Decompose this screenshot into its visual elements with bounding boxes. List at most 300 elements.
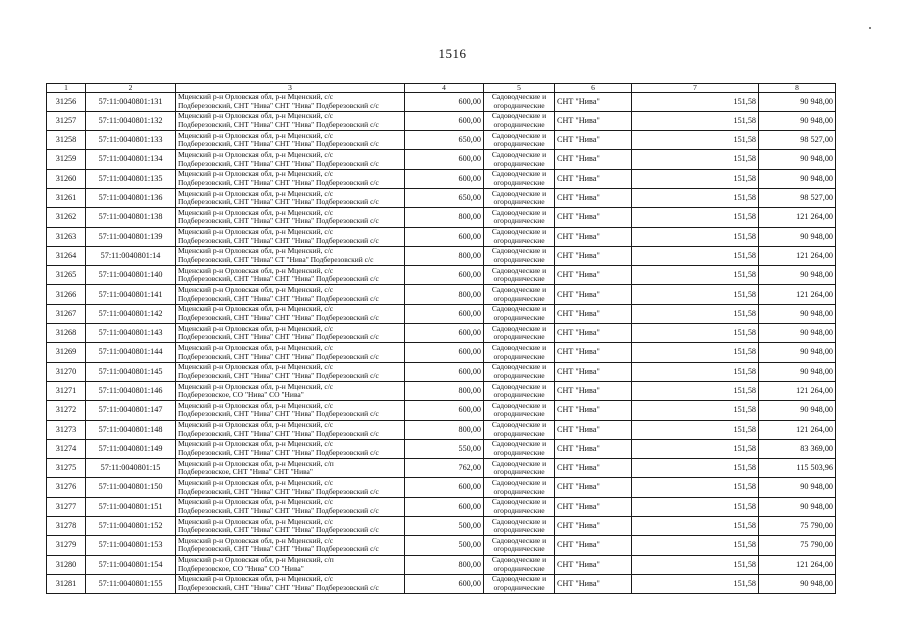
land-use-line-2: огороднические	[493, 544, 545, 554]
unit-price: 151,58	[632, 536, 759, 555]
land-use-line-1: Садоводческие и	[491, 400, 547, 410]
address-line-1: Мценский р-н Орловская обл, р-н Мценский, с/с	[178, 130, 334, 140]
land-use-cell	[484, 208, 555, 227]
column-header-8: 8	[759, 84, 836, 93]
cadastral-number: 57:11:0040801:136	[86, 188, 176, 207]
column-header-7: 7	[632, 84, 759, 93]
cadastral-value: 121 264,00	[759, 555, 836, 574]
unit-price: 151,58	[632, 574, 759, 593]
organization-name: СНТ "Нива"	[555, 459, 632, 478]
land-use-line-1: Садоводческие и	[491, 516, 547, 526]
address-line-2: Подберезовский, СНТ "Нива" СТ "Нива" Подберезовский с/с	[178, 255, 374, 265]
cadastral-value: 90 948,00	[759, 478, 836, 497]
record-number: 31278	[47, 517, 86, 536]
land-use-cell	[484, 227, 555, 246]
organization-name: СНТ "Нива"	[555, 304, 632, 323]
land-use-line-1: Садоводческие и	[491, 362, 547, 372]
area-value: 600,00	[405, 362, 484, 381]
cadastral-value: 90 948,00	[759, 324, 836, 343]
organization-name: СНТ "Нива"	[555, 227, 632, 246]
cadastral-number: 57:11:0040801:155	[86, 574, 176, 593]
organization-name: СНТ "Нива"	[555, 497, 632, 516]
record-number: 31265	[47, 266, 86, 285]
address-cell	[176, 497, 405, 516]
land-use-line-1: Садоводческие и	[491, 477, 547, 487]
area-value: 600,00	[405, 478, 484, 497]
land-use-cell	[484, 111, 555, 130]
land-use-cell	[484, 439, 555, 458]
unit-price: 151,58	[632, 555, 759, 574]
table-row	[47, 362, 836, 381]
organization-name: СНТ "Нива"	[555, 439, 632, 458]
unit-price: 151,58	[632, 459, 759, 478]
area-value: 650,00	[405, 131, 484, 150]
organization-name: СНТ "Нива"	[555, 92, 632, 111]
land-use-line-1: Садоводческие и	[491, 227, 547, 237]
unit-price: 151,58	[632, 497, 759, 516]
land-use-cell	[484, 517, 555, 536]
land-use-cell	[484, 478, 555, 497]
address-line-2: Подберезовский, СНТ "Нива" СНТ "Нива" Подберезовский с/с	[178, 447, 379, 457]
cadastral-value: 121 264,00	[759, 285, 836, 304]
address-line-2: Подберезовский, СНТ "Нива" СНТ "Нива" Подберезовский с/с	[178, 139, 379, 149]
unit-price: 151,58	[632, 304, 759, 323]
land-use-line-2: огороднические	[493, 525, 545, 535]
cadastral-number: 57:11:0040801:148	[86, 420, 176, 439]
table-row	[47, 208, 836, 227]
organization-name: СНТ "Нива"	[555, 362, 632, 381]
cadastral-value: 75 790,00	[759, 517, 836, 536]
organization-name: СНТ "Нива"	[555, 285, 632, 304]
table-row	[47, 304, 836, 323]
address-cell	[176, 304, 405, 323]
area-value: 600,00	[405, 324, 484, 343]
land-use-cell	[484, 324, 555, 343]
cadastral-number: 57:11:0040801:151	[86, 497, 176, 516]
area-value: 500,00	[405, 536, 484, 555]
table-row	[47, 246, 836, 265]
cadastral-number: 57:11:0040801:150	[86, 478, 176, 497]
area-value: 600,00	[405, 574, 484, 593]
land-use-line-2: огороднические	[493, 197, 545, 207]
cadastral-number: 57:11:0040801:133	[86, 131, 176, 150]
area-value: 800,00	[405, 246, 484, 265]
record-number: 31273	[47, 420, 86, 439]
address-cell	[176, 208, 405, 227]
address-line-2: Подберезовский, СНТ "Нива" СНТ "Нива" Подберезовский с/с	[178, 216, 379, 226]
cadastral-value: 90 948,00	[759, 304, 836, 323]
unit-price: 151,58	[632, 111, 759, 130]
cadastral-number: 57:11:0040801:149	[86, 439, 176, 458]
address-line-2: Подберезовский, СНТ "Нива" СНТ "Нива" Подберезовский с/с	[178, 235, 379, 245]
land-use-line-2: огороднические	[493, 274, 545, 284]
cadastral-value: 90 948,00	[759, 401, 836, 420]
unit-price: 151,58	[632, 150, 759, 169]
organization-name: СНТ "Нива"	[555, 111, 632, 130]
cadastral-value: 90 948,00	[759, 169, 836, 188]
land-use-cell	[484, 169, 555, 188]
land-use-line-2: огороднические	[493, 467, 545, 477]
table-row	[47, 285, 836, 304]
scan-speck	[869, 27, 871, 29]
land-use-cell	[484, 285, 555, 304]
address-line-2: Подберезовский, СНТ "Нива" СНТ "Нива" Подберезовский с/с	[178, 428, 379, 438]
record-number: 31272	[47, 401, 86, 420]
table-row	[47, 188, 836, 207]
cadastral-value: 90 948,00	[759, 574, 836, 593]
record-number: 31258	[47, 131, 86, 150]
address-line-2: Подберезовский, СНТ "Нива" СНТ "Нива" Подберезовский с/с	[178, 158, 379, 168]
address-line-2: Подберезовский, СНТ "Нива" СНТ "Нива" Подберезовский с/с	[178, 525, 379, 535]
address-cell	[176, 381, 405, 400]
address-line-1: Мценский р-н Орловская обл, р-н Мценский, с/с	[178, 304, 334, 314]
cadastral-value: 90 948,00	[759, 497, 836, 516]
area-value: 800,00	[405, 285, 484, 304]
address-cell	[176, 478, 405, 497]
unit-price: 151,58	[632, 343, 759, 362]
table-row	[47, 131, 836, 150]
unit-price: 151,58	[632, 246, 759, 265]
address-line-2: Подберезовское, СО "Нива" СО "Нива"	[178, 390, 304, 400]
address-line-1: Мценский р-н Орловская обл, р-н Мценский, с/с	[178, 323, 334, 333]
address-line-1: Мценский р-н Орловская обл, р-н Мценский, с/с	[178, 420, 334, 430]
address-cell	[176, 324, 405, 343]
land-use-line-1: Садоводческие и	[491, 342, 547, 352]
land-use-line-2: огороднические	[493, 370, 545, 380]
organization-name: СНТ "Нива"	[555, 208, 632, 227]
table-row	[47, 420, 836, 439]
land-use-line-1: Садоводческие и	[491, 246, 547, 256]
land-use-cell	[484, 497, 555, 516]
area-value: 650,00	[405, 188, 484, 207]
address-cell	[176, 459, 405, 478]
cadastral-number: 57:11:0040801:146	[86, 381, 176, 400]
land-use-line-1: Садоводческие и	[491, 207, 547, 217]
table-row	[47, 92, 836, 111]
land-use-line-2: огороднические	[493, 293, 545, 303]
page-number: 1516	[438, 46, 467, 61]
land-use-cell	[484, 246, 555, 265]
address-line-1: Мценский р-н Орловская обл, р-н Мценский, с/п	[178, 458, 334, 468]
land-use-cell	[484, 92, 555, 111]
cadastral-value: 83 369,00	[759, 439, 836, 458]
area-value: 600,00	[405, 497, 484, 516]
address-cell	[176, 169, 405, 188]
land-use-line-2: огороднические	[493, 428, 545, 438]
organization-name: СНТ "Нива"	[555, 343, 632, 362]
record-number: 31275	[47, 459, 86, 478]
cadastral-number: 57:11:0040801:140	[86, 266, 176, 285]
land-use-line-2: огороднические	[493, 177, 545, 187]
land-use-cell	[484, 459, 555, 478]
address-cell	[176, 131, 405, 150]
unit-price: 151,58	[632, 266, 759, 285]
table-row	[47, 266, 836, 285]
address-cell	[176, 266, 405, 285]
cadastral-number: 57:11:0040801:131	[86, 92, 176, 111]
address-line-2: Подберезовский, СНТ "Нива" СНТ "Нива" Подберезовский с/с	[178, 583, 379, 593]
column-header-5: 5	[484, 84, 555, 93]
area-value: 600,00	[405, 169, 484, 188]
land-use-line-1: Садоводческие и	[491, 555, 547, 565]
address-line-2: Подберезовский, СНТ "Нива" СНТ "Нива" Подберезовский с/с	[178, 177, 379, 187]
land-use-line-1: Садоводческие и	[491, 535, 547, 545]
address-line-2: Подберезовский, СНТ "Нива" СНТ "Нива" Подберезовский с/с	[178, 312, 379, 322]
land-use-line-1: Садоводческие и	[491, 130, 547, 140]
land-use-line-1: Садоводческие и	[491, 323, 547, 333]
land-use-cell	[484, 131, 555, 150]
land-use-cell	[484, 574, 555, 593]
organization-name: СНТ "Нива"	[555, 131, 632, 150]
unit-price: 151,58	[632, 169, 759, 188]
land-use-cell	[484, 381, 555, 400]
record-number: 31256	[47, 92, 86, 111]
unit-price: 151,58	[632, 208, 759, 227]
address-cell	[176, 92, 405, 111]
organization-name: СНТ "Нива"	[555, 517, 632, 536]
address-cell	[176, 111, 405, 130]
cadastral-value: 121 264,00	[759, 208, 836, 227]
land-use-line-2: огороднические	[493, 409, 545, 419]
record-number: 31270	[47, 362, 86, 381]
organization-name: СНТ "Нива"	[555, 246, 632, 265]
record-number: 31281	[47, 574, 86, 593]
address-line-2: Подберезовский, СНТ "Нива" СНТ "Нива" Подберезовский с/с	[178, 544, 379, 554]
land-use-line-1: Садоводческие и	[491, 92, 547, 102]
land-use-line-2: огороднические	[493, 255, 545, 265]
unit-price: 151,58	[632, 439, 759, 458]
area-value: 600,00	[405, 111, 484, 130]
unit-price: 151,58	[632, 401, 759, 420]
land-use-line-1: Садоводческие и	[491, 188, 547, 198]
area-value: 500,00	[405, 517, 484, 536]
table-row	[47, 324, 836, 343]
record-number: 31267	[47, 304, 86, 323]
organization-name: СНТ "Нива"	[555, 478, 632, 497]
land-use-cell	[484, 150, 555, 169]
land-use-line-1: Садоводческие и	[491, 458, 547, 468]
address-cell	[176, 227, 405, 246]
address-line-1: Мценский р-н Орловская обл, р-н Мценский, с/п	[178, 555, 334, 565]
land-use-line-1: Садоводческие и	[491, 285, 547, 295]
address-cell	[176, 420, 405, 439]
cadastral-value: 121 264,00	[759, 246, 836, 265]
land-use-line-2: огороднические	[493, 119, 545, 129]
record-number: 31261	[47, 188, 86, 207]
address-cell	[176, 285, 405, 304]
unit-price: 151,58	[632, 324, 759, 343]
column-header-2: 2	[86, 84, 176, 93]
table-row	[47, 439, 836, 458]
cadastral-number: 57:11:0040801:143	[86, 324, 176, 343]
address-line-2: Подберезовский, СНТ "Нива" СНТ "Нива" Подберезовский с/с	[178, 293, 379, 303]
address-line-1: Мценский р-н Орловская обл, р-н Мценский, с/с	[178, 246, 334, 256]
record-number: 31277	[47, 497, 86, 516]
organization-name: СНТ "Нива"	[555, 381, 632, 400]
address-cell	[176, 517, 405, 536]
record-number: 31279	[47, 536, 86, 555]
cadastral-value: 98 527,00	[759, 188, 836, 207]
address-line-2: Подберезовский, СНТ "Нива" СНТ "Нива" Подберезовский с/с	[178, 119, 379, 129]
land-use-line-2: огороднические	[493, 100, 545, 110]
organization-name: СНТ "Нива"	[555, 150, 632, 169]
address-cell	[176, 401, 405, 420]
address-line-1: Мценский р-н Орловская обл, р-н Мценский, с/с	[178, 285, 334, 295]
record-number: 31268	[47, 324, 86, 343]
address-line-2: Подберезовский, СНТ "Нива" СНТ "Нива" Подберезовский с/с	[178, 274, 379, 284]
record-number: 31271	[47, 381, 86, 400]
address-cell	[176, 188, 405, 207]
address-line-1: Мценский р-н Орловская обл, р-н Мценский, с/с	[178, 207, 334, 217]
land-use-line-2: огороднические	[493, 235, 545, 245]
address-line-1: Мценский р-н Орловская обл, р-н Мценский, с/с	[178, 188, 334, 198]
unit-price: 151,58	[632, 362, 759, 381]
column-header-3: 3	[176, 84, 405, 93]
address-line-1: Мценский р-н Орловская обл, р-н Мценский, с/с	[178, 169, 334, 179]
land-use-line-2: огороднические	[493, 583, 545, 593]
address-line-1: Мценский р-н Орловская обл, р-н Мценский, с/с	[178, 535, 334, 545]
unit-price: 151,58	[632, 131, 759, 150]
table-row	[47, 459, 836, 478]
cadastral-value: 75 790,00	[759, 536, 836, 555]
land-use-line-1: Садоводческие и	[491, 149, 547, 159]
table-row	[47, 227, 836, 246]
area-value: 600,00	[405, 401, 484, 420]
record-number: 31269	[47, 343, 86, 362]
land-use-cell	[484, 555, 555, 574]
cadastral-number: 57:11:0040801:152	[86, 517, 176, 536]
land-use-cell	[484, 304, 555, 323]
address-line-1: Мценский р-н Орловская обл, р-н Мценский, с/с	[178, 111, 334, 121]
address-line-2: Подберезовский, СНТ "Нива" СНТ "Нива" Подберезовский с/с	[178, 486, 379, 496]
land-use-line-1: Садоводческие и	[491, 439, 547, 449]
table-row	[47, 381, 836, 400]
area-value: 800,00	[405, 555, 484, 574]
cadastral-number: 57:11:0040801:138	[86, 208, 176, 227]
land-use-line-1: Садоводческие и	[491, 265, 547, 275]
table-row	[47, 343, 836, 362]
address-line-1: Мценский р-н Орловская обл, р-н Мценский, с/с	[178, 227, 334, 237]
record-number: 31259	[47, 150, 86, 169]
land-use-cell	[484, 266, 555, 285]
area-value: 600,00	[405, 343, 484, 362]
cadastral-number: 57:11:0040801:142	[86, 304, 176, 323]
table-row	[47, 150, 836, 169]
cadastral-number: 57:11:0040801:144	[86, 343, 176, 362]
table-row	[47, 574, 836, 593]
table-row	[47, 497, 836, 516]
cadastral-value: 90 948,00	[759, 266, 836, 285]
organization-name: СНТ "Нива"	[555, 266, 632, 285]
cadastral-number: 57:11:0040801:14	[86, 246, 176, 265]
unit-price: 151,58	[632, 285, 759, 304]
organization-name: СНТ "Нива"	[555, 574, 632, 593]
cadastral-number: 57:11:0040801:134	[86, 150, 176, 169]
land-use-cell	[484, 343, 555, 362]
cadastral-number: 57:11:0040801:145	[86, 362, 176, 381]
table-body	[47, 92, 836, 594]
address-line-1: Мценский р-н Орловская обл, р-н Мценский, с/с	[178, 574, 334, 584]
cadastral-value: 90 948,00	[759, 150, 836, 169]
area-value: 600,00	[405, 266, 484, 285]
unit-price: 151,58	[632, 188, 759, 207]
record-number: 31274	[47, 439, 86, 458]
address-cell	[176, 439, 405, 458]
land-use-line-2: огороднические	[493, 563, 545, 573]
address-line-1: Мценский р-н Орловская обл, р-н Мценский, с/с	[178, 516, 334, 526]
organization-name: СНТ "Нива"	[555, 420, 632, 439]
unit-price: 151,58	[632, 517, 759, 536]
cadastral-number: 57:11:0040801:154	[86, 555, 176, 574]
cadastral-number: 57:11:0040801:153	[86, 536, 176, 555]
cadastral-value: 115 503,96	[759, 459, 836, 478]
cadastral-number: 57:11:0040801:139	[86, 227, 176, 246]
land-use-cell	[484, 188, 555, 207]
address-line-2: Подберезовское, СО "Нива" СО "Нива"	[178, 563, 304, 573]
record-number: 31264	[47, 246, 86, 265]
address-line-2: Подберезовский, СНТ "Нива" СНТ "Нива" Подберезовский с/с	[178, 100, 379, 110]
area-value: 800,00	[405, 208, 484, 227]
cadastral-value: 90 948,00	[759, 227, 836, 246]
address-cell	[176, 150, 405, 169]
address-line-2: Подберезовский, СНТ "Нива" СНТ "Нива" Подберезовский с/с	[178, 409, 379, 419]
land-use-cell	[484, 362, 555, 381]
address-line-1: Мценский р-н Орловская обл, р-н Мценский, с/с	[178, 381, 334, 391]
cadastral-value: 121 264,00	[759, 381, 836, 400]
land-use-line-2: огороднические	[493, 332, 545, 342]
address-cell	[176, 246, 405, 265]
record-number: 31276	[47, 478, 86, 497]
organization-name: СНТ "Нива"	[555, 324, 632, 343]
cadastral-value: 90 948,00	[759, 343, 836, 362]
address-line-2: Подберезовский, СНТ "Нива" СНТ "Нива" Подберезовский с/с	[178, 351, 379, 361]
cadastral-value: 90 948,00	[759, 111, 836, 130]
table-row	[47, 536, 836, 555]
address-line-1: Мценский р-н Орловская обл, р-н Мценский, с/с	[178, 477, 334, 487]
address-cell	[176, 362, 405, 381]
organization-name: СНТ "Нива"	[555, 169, 632, 188]
land-use-line-1: Садоводческие и	[491, 497, 547, 507]
area-value: 800,00	[405, 381, 484, 400]
table-row	[47, 555, 836, 574]
address-line-2: Подберезовское, СНТ "Нива" СНТ "Нива"	[178, 467, 313, 477]
table-row	[47, 111, 836, 130]
cadastral-value: 121 264,00	[759, 420, 836, 439]
address-line-1: Мценский р-н Орловская обл, р-н Мценский, с/с	[178, 362, 334, 372]
address-cell	[176, 343, 405, 362]
address-line-2: Подберезовский, СНТ "Нива" СНТ "Нива" Подберезовский с/с	[178, 197, 379, 207]
cadastral-number: 57:11:0040801:15	[86, 459, 176, 478]
area-value: 800,00	[405, 420, 484, 439]
cadastral-value: 90 948,00	[759, 92, 836, 111]
cadastral-number: 57:11:0040801:141	[86, 285, 176, 304]
record-number: 31280	[47, 555, 86, 574]
address-line-1: Мценский р-н Орловская обл, р-н Мценский, с/с	[178, 497, 334, 507]
record-number: 31262	[47, 208, 86, 227]
address-cell	[176, 574, 405, 593]
cadastral-value: 90 948,00	[759, 362, 836, 381]
table-row	[47, 169, 836, 188]
area-value: 762,00	[405, 459, 484, 478]
area-value: 600,00	[405, 304, 484, 323]
area-value: 600,00	[405, 227, 484, 246]
organization-name: СНТ "Нива"	[555, 555, 632, 574]
table-row	[47, 478, 836, 497]
land-use-cell	[484, 420, 555, 439]
unit-price: 151,58	[632, 227, 759, 246]
record-number: 31263	[47, 227, 86, 246]
address-line-1: Мценский р-н Орловская обл, р-н Мценский, с/с	[178, 265, 334, 275]
